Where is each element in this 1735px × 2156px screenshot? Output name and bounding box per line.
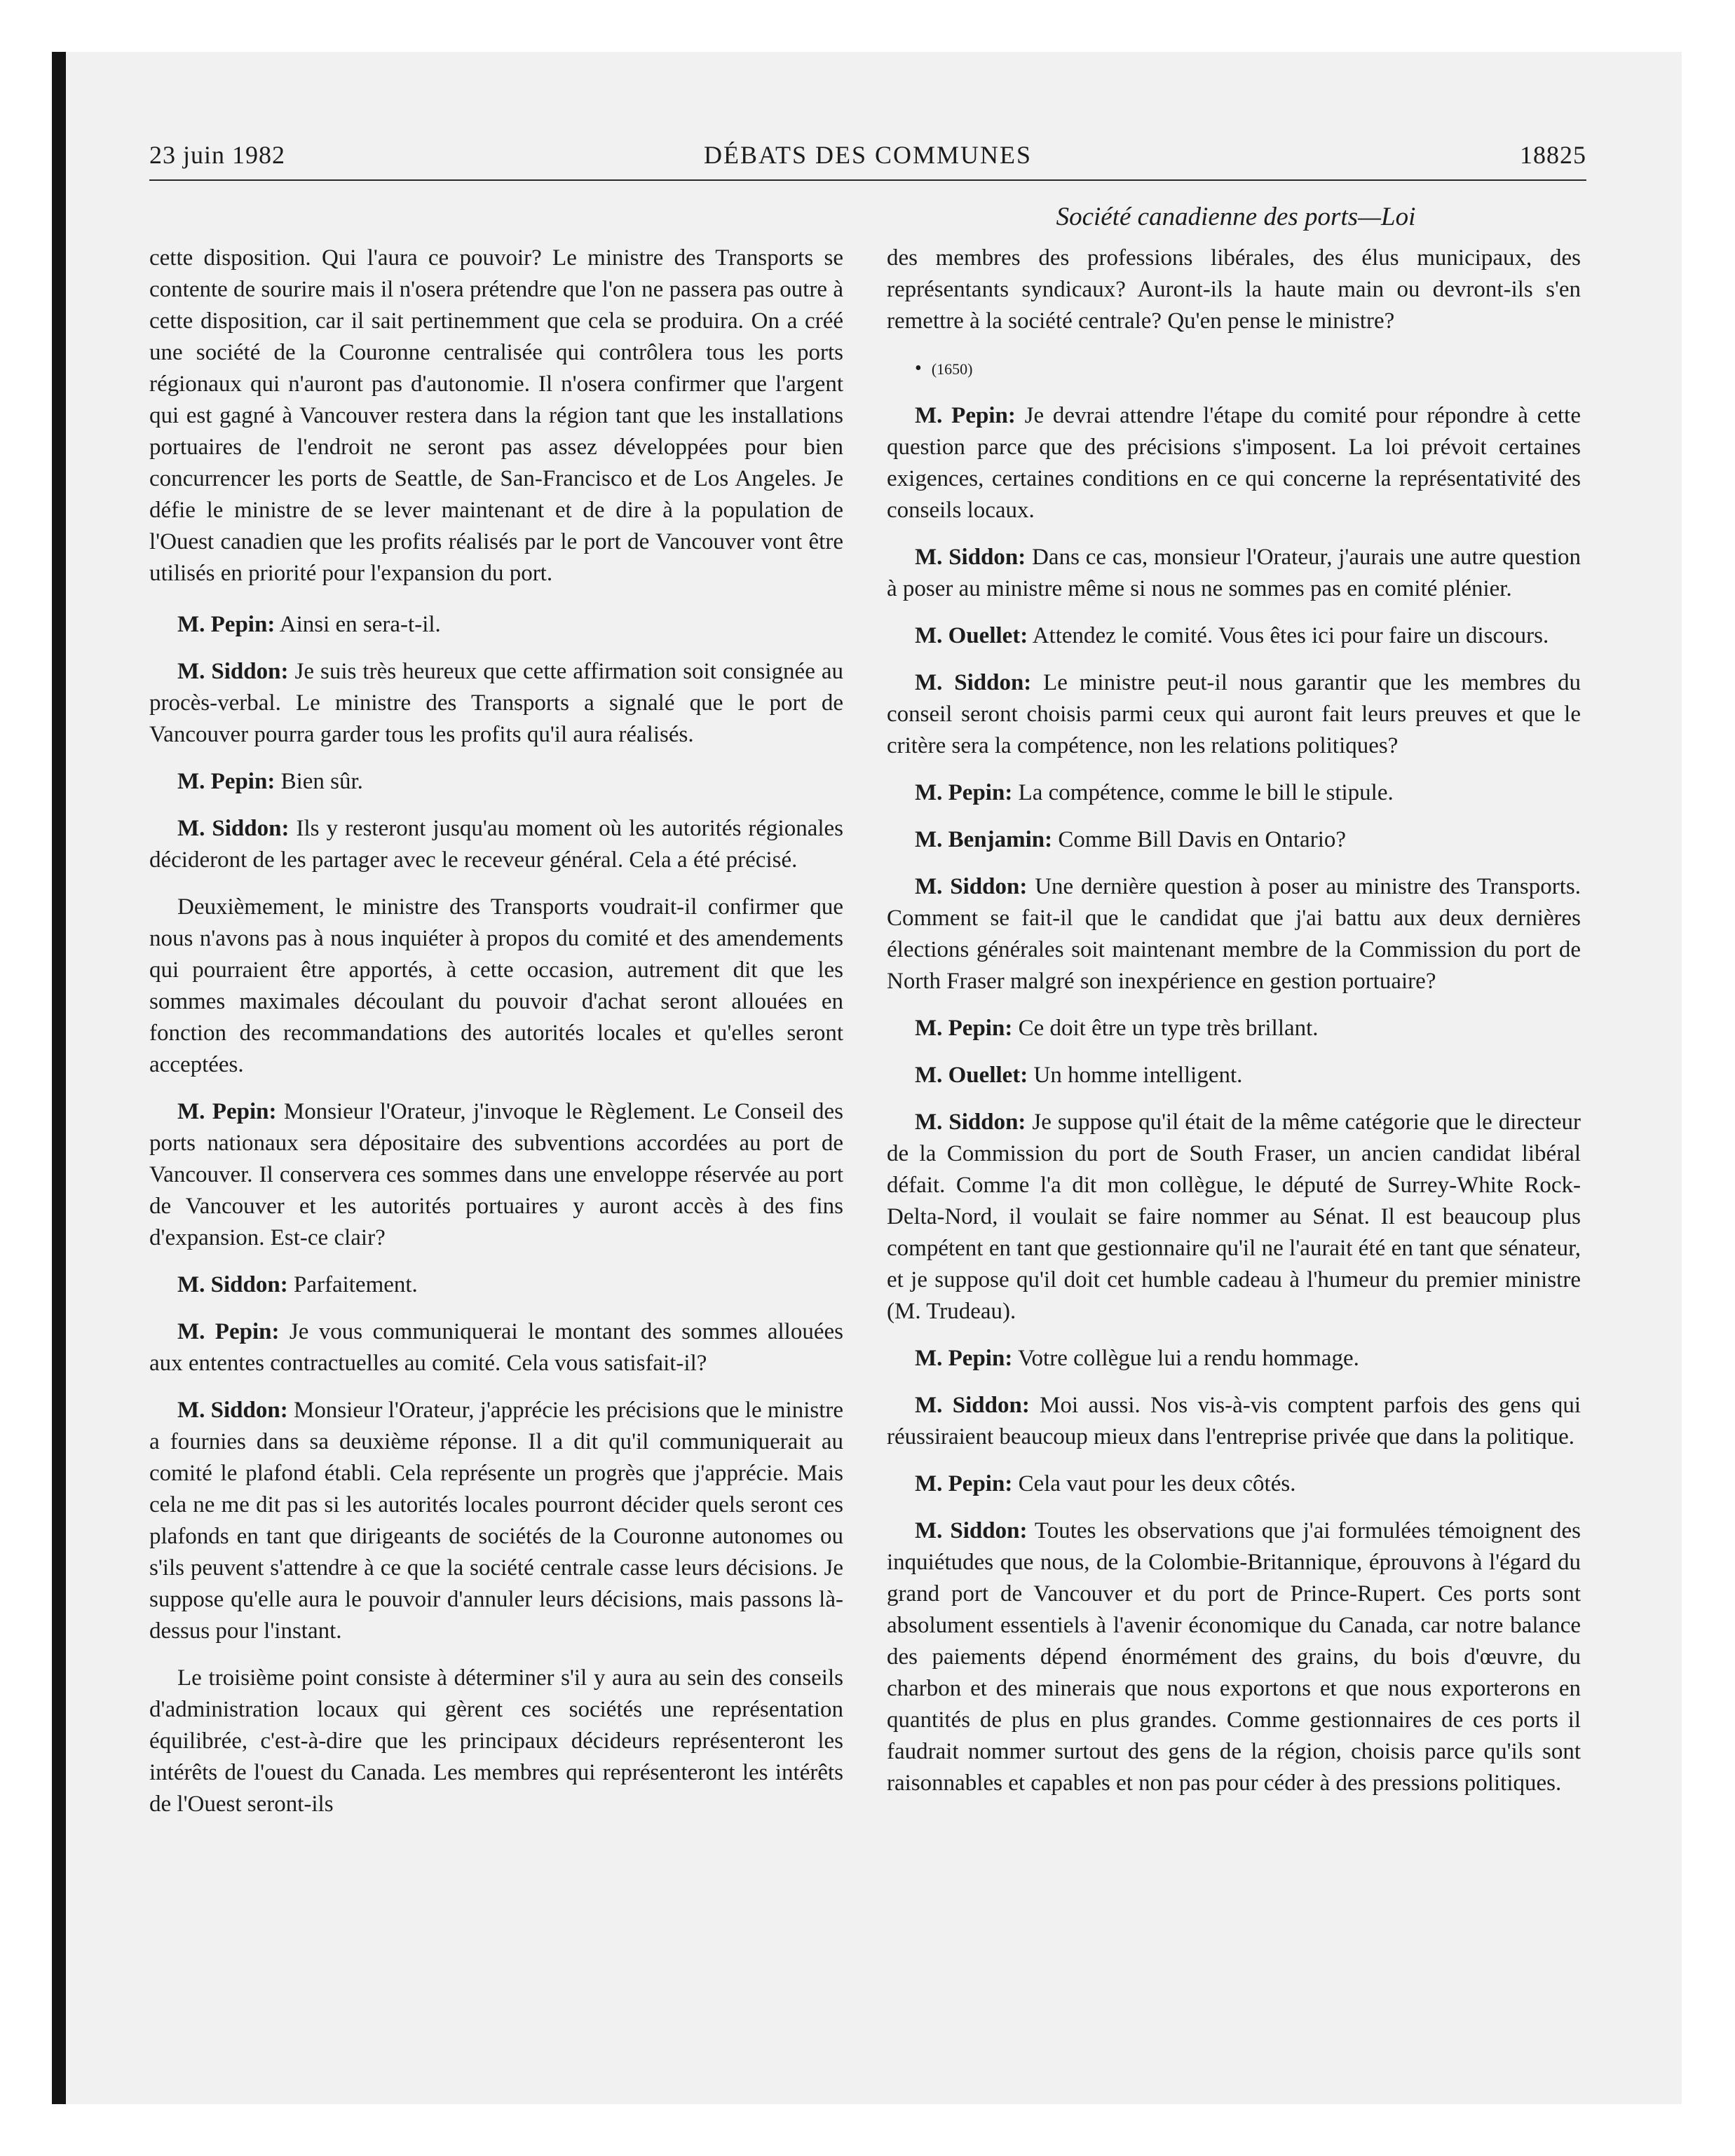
speech-text: Attendez le comité. Vous êtes ici pour faire un discours.	[1032, 623, 1549, 648]
speech-paragraph	[149, 1395, 843, 1647]
speech-paragraph	[149, 813, 843, 876]
speaker-name: M. Pepin:	[915, 1471, 1013, 1496]
speaker-name: M. Siddon:	[915, 1518, 1028, 1543]
speech-paragraph	[149, 1096, 843, 1254]
paragraph: cette disposition. Qui l'aura ce pouvoir? Le ministre des Transports se contente de sourire mais il n'osera prétendre que l'on ne passera pas outre à cette disposition, car il sait pertinemment que cela se produira. On a créé une société de la Couronne centralisée qui contrôlera tous les ports régionaux qui n'auront pas d'autonomie. Il n'osera confirmer que l'argent qui est gagné à Vancouver restera dans la région tant que les installations portuaires de l'endroit ne seront pas assez développées pour bien concurrencer les ports de Seattle, de San-Francisco et de Los Angeles. Je défie le ministre de se lever maintenant et de dire à la population de l'Ouest canadien que les profits réalisés par le port de Vancouver vont être utilisés en priorité pour l'expansion du port.	[149, 245, 843, 586]
speech-paragraph	[149, 1316, 843, 1379]
speaker-name: M. Siddon:	[915, 670, 1032, 695]
speech-text: Toutes les observations que j'ai formulées témoignent des inquiétudes que nous, de la Colombie-Britannique, éprouvons à l'égard du grand port de Vancouver et du port de Prince-Rupert. Ces ports sont absolument essentiels à l'avenir économique du Canada, car notre balance des paiements dépend énormément des grains, du bois d'œuvre, du charbon et des minerais que nous exportons et que nous exporterons en quantités de plus en plus grandes. Comme gestionnaires de ces ports il faudrait nommer surtout des gens de la région, choisis parce qu'ils sont raisonnables et capables et non pas pour céder à des pressions politiques.	[887, 1518, 1581, 1796]
speaker-name: M. Pepin:	[177, 769, 275, 794]
speech-text: Monsieur l'Orateur, j'apprécie les précisions que le ministre a fournies dans sa deuxième réponse. Il a dit qu'il communiquerait au comité le plafond établi. Cela représente un progrès que j'apprécie. Mais cela ne me dit pas si les autorités locales pourront décider quels seront ces plafonds en tant que dirigeants de sociétés de la Couronne autonomes ou s'ils peuvent s'attendre à ce que la société centrale casse leurs décisions. Je suppose qu'elle aura le pouvoir d'annuler leurs décisions, mais passons là-dessus pour l'instant.	[149, 1398, 844, 1644]
speech-paragraph	[887, 620, 1581, 652]
speech-paragraph	[887, 1390, 1581, 1453]
speaker-name: M. Pepin:	[915, 780, 1013, 805]
paragraph: des membres des professions libérales, des élus municipaux, des représentants syndicaux? Auront-ils la haute main ou devront-ils s'en remettre à la société centrale? Qu'en pense le ministre?	[887, 245, 1581, 334]
speaker-name: M. Ouellet:	[915, 623, 1028, 648]
speech-paragraph	[887, 1060, 1581, 1091]
header-date: 23 juin 1982	[149, 141, 286, 169]
speaker-name: M. Ouellet:	[915, 1063, 1028, 1088]
speech-text: Un homme intelligent.	[1033, 1063, 1243, 1088]
running-header	[149, 140, 1586, 179]
speech-text: Cela vaut pour les deux côtés.	[1018, 1471, 1296, 1496]
speaker-name: M. Pepin:	[915, 403, 1016, 428]
speech-text: Votre collègue lui a rendu hommage.	[1017, 1346, 1359, 1371]
speech-text: Une dernière question à poser au ministre des Transports. Comment se fait-il que le candidat que j'ai battu aux deux dernières élections générales soit maintenant membre de la Commission du port de North Fraser malgré son inexpérience en gestion portuaire?	[887, 874, 1581, 994]
speech-paragraph	[887, 777, 1581, 809]
section-subtitle: Société canadienne des ports—Loi	[1056, 203, 1416, 231]
speech-paragraph	[887, 542, 1581, 605]
speech-text: Dans ce cas, monsieur l'Orateur, j'aurais une autre question à poser au ministre même si nous ne sommes pas en comité plénier.	[887, 545, 1581, 601]
speaker-name: M. Benjamin:	[915, 827, 1053, 852]
speaker-name: M. Pepin:	[915, 1346, 1013, 1371]
speaker-name: M. Siddon:	[177, 1272, 288, 1297]
document-page	[149, 140, 1586, 1817]
speech-text: Je suis très heureux que cette affirmation soit consignée au procès-verbal. Le ministre des Transports a signalé que le port de Vancouver pourra garder tous les profits qu'il aura réalisés.	[149, 659, 844, 747]
speech-paragraph	[149, 766, 843, 798]
paragraph: Le troisième point consiste à déterminer s'il y aura au sein des conseils d'administration locaux qui gèrent ces sociétés une représentation équilibrée, c'est-à-dire que les principaux décideurs représenteront les intérêts de l'ouest du Canada. Les membres qui représenteront les intérêts de l'Ouest seront-ils	[149, 1665, 843, 1817]
speech-paragraph	[887, 400, 1581, 526]
speech-text: Bien sûr.	[280, 769, 363, 794]
speech-paragraph	[149, 1269, 843, 1301]
speech-paragraph	[887, 1468, 1581, 1500]
speaker-name: M. Siddon:	[915, 545, 1026, 570]
speech-text: Je vous communiquerai le montant des sommes allouées aux ententes contractuelles au comité. Cela vous satisfait-il?	[149, 1319, 843, 1376]
speech-paragraph	[887, 1515, 1581, 1799]
speech-text: Ils y resteront jusqu'au moment où les autorités régionales décideront de les partager avec le receveur général. Cela a été précisé.	[149, 816, 844, 873]
bullet-icon: •	[915, 357, 922, 379]
speech-paragraph	[887, 1107, 1581, 1328]
speech-text: Parfaitement.	[293, 1272, 418, 1297]
speaker-name: M. Pepin:	[177, 1319, 280, 1344]
header-page-number: 18825	[1520, 141, 1586, 169]
header-title: DÉBATS DES COMMUNES	[703, 141, 1033, 169]
speaker-name: M. Pepin:	[915, 1016, 1013, 1041]
speech-paragraph	[887, 667, 1581, 762]
speech-text: Ainsi en sera-t-il.	[279, 612, 441, 637]
speech-paragraph	[149, 609, 843, 641]
speaker-name: M. Siddon:	[915, 1110, 1026, 1135]
speech-text: Comme Bill Davis en Ontario?	[1058, 827, 1347, 852]
time-marker	[887, 353, 1581, 385]
speech-text: Je suppose qu'il était de la même catégorie que le directeur de la Commission du port de South Fraser, un ancien candidat libéral défait. Comme l'a dit mon collègue, le député de Surrey-White Rock-Delta-Nord, il voulait se faire nommer au Sénat. Il est beaucoup plus compétent en tant que gestionnaire qu'il ne l'aurait été en tant que sénateur, et je suppose qu'il doit cet humble cadeau à l'humeur du premier ministre (M. Trudeau).	[887, 1110, 1581, 1324]
speech-text: Monsieur l'Orateur, j'invoque le Règlement. Le Conseil des ports nationaux sera dépositaire des subventions accordées au port de Vancouver. Il conservera ces sommes dans une enveloppe réservée au port de Vancouver et les autorités portuaires y auront accès à des fins d'expansion. Est-ce clair?	[149, 1099, 844, 1250]
speaker-name: M. Siddon:	[915, 874, 1028, 899]
speech-paragraph	[887, 824, 1581, 856]
speech-paragraph	[887, 871, 1581, 997]
paragraph: Deuxièmement, le ministre des Transports voudrait-il confirmer que nous n'avons pas à nous inquiéter à propos du comité et des amendements qui pourraient être apportés, à cette occasion, autrement dit que les sommes maximales découlant du pouvoir d'achat seront allouées en fonction des recommandations des autorités locales et qu'elles seront acceptées.	[149, 894, 843, 1077]
speaker-name: M. Pepin:	[177, 612, 275, 637]
left-column	[149, 243, 843, 1836]
speech-paragraph	[887, 1013, 1581, 1044]
speaker-name: M. Siddon:	[177, 816, 290, 841]
speaker-name: M. Siddon:	[177, 659, 289, 684]
speaker-name: M. Pepin:	[177, 1099, 277, 1124]
speaker-name: M. Siddon:	[177, 1398, 288, 1423]
speech-text: La compétence, comme le bill le stipule.	[1018, 780, 1394, 805]
speech-text: Ce doit être un type très brillant.	[1018, 1016, 1319, 1041]
right-column	[887, 243, 1581, 1815]
speech-paragraph	[887, 1343, 1581, 1374]
speech-paragraph	[149, 656, 843, 751]
scan-binding-edge	[52, 52, 66, 2104]
speech-text: Je devrai attendre l'étape du comité pour répondre à cette question parce que des précisions s'imposent. La loi prévoit certaines exigences, certaines conditions en ce qui concerne la représentativité des conseils locaux.	[887, 403, 1581, 523]
speaker-name: M. Siddon:	[915, 1393, 1030, 1418]
header-rule	[149, 179, 1586, 181]
speech-text: Moi aussi. Nos vis-à-vis comptent parfois des gens qui réussiraient beaucoup mieux dans l'entreprise privée que dans la politique.	[887, 1393, 1581, 1449]
speech-text: Le ministre peut-il nous garantir que les membres du conseil seront choisis parmi ceux qui auront fait leurs preuves et que le critère sera la compétence, non les relations politiques?	[887, 670, 1581, 758]
time-stamp: (1650)	[931, 360, 973, 378]
